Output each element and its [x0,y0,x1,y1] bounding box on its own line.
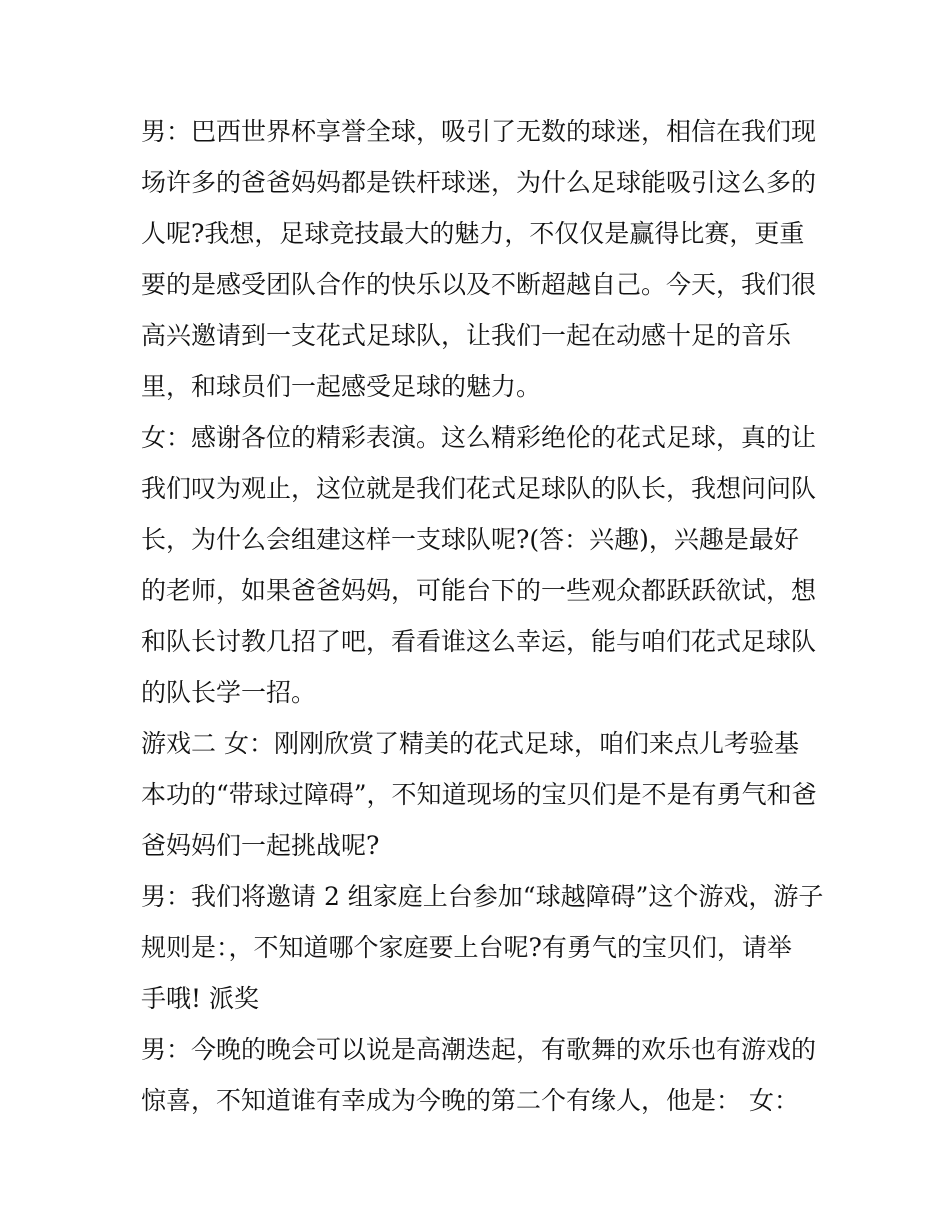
paragraph-female-thanks [141,412,817,718]
text-line: 男：巴西世界杯享誉全球，吸引了无数的球迷，相信在我们现 [141,117,817,146]
text-line: 要的是感受团队合作的快乐以及不断超越自己。今天，我们很 [141,270,817,299]
text-line: 的老师，如果爸爸妈妈，可能台下的一些观众都跃跃欲试，想 [141,576,817,605]
text-line: 人呢?我想，足球竞技最大的魅力，不仅仅是赢得比赛，更重 [141,219,805,248]
text-line: 游戏二 女：刚刚欣赏了精美的花式足球，咱们来点儿考验基 [141,729,799,758]
text-line: 爸妈妈们一起挑战呢? [141,831,380,860]
text-line: 规则是：，不知道哪个家庭要上台呢?有勇气的宝贝们，请举 [141,933,792,962]
text-line: 男：今晚的晚会可以说是高潮迭起，有歌舞的欢乐也有游戏的 [141,1035,817,1064]
text-line: 惊喜，不知道谁有幸成为今晚的第二个有缘人，他是： 女： [141,1086,799,1115]
text-line: 我们叹为观止，这位就是我们花式足球队的队长，我想问问队 [141,474,817,503]
paragraph-male-opening [141,106,817,412]
text-line: 和队长讨教几招了吧，看看谁这么幸运，能与咱们花式足球队 [141,627,817,656]
document-body [141,106,824,1126]
text-line: 的队长学一招。 [141,678,317,707]
text-line: 男：我们将邀请 2 组家庭上台参加“球越障碍”这个游戏，游子 [141,882,824,911]
text-line: 手哦! 派奖 [141,984,259,1013]
text-line: 女：感谢各位的精彩表演。这么精彩绝伦的花式足球，真的让 [141,423,817,452]
text-line: 长，为什么会组建这样一支球队呢?(答：兴趣)，兴趣是最好 [141,525,799,554]
paragraph-game-two [141,718,817,871]
paragraph-male-evening [141,1024,817,1126]
paragraph-male-invite [141,871,824,1024]
text-line: 本功的“带球过障碍”，不知道现场的宝贝们是不是有勇气和爸 [141,780,817,809]
text-line: 里，和球员们一起感受足球的魅力。 [141,372,542,401]
text-line: 场许多的爸爸妈妈都是铁杆球迷，为什么足球能吸引这么多的 [141,168,817,197]
text-line: 高兴邀请到一支花式足球队，让我们一起在动感十足的音乐 [141,321,792,350]
